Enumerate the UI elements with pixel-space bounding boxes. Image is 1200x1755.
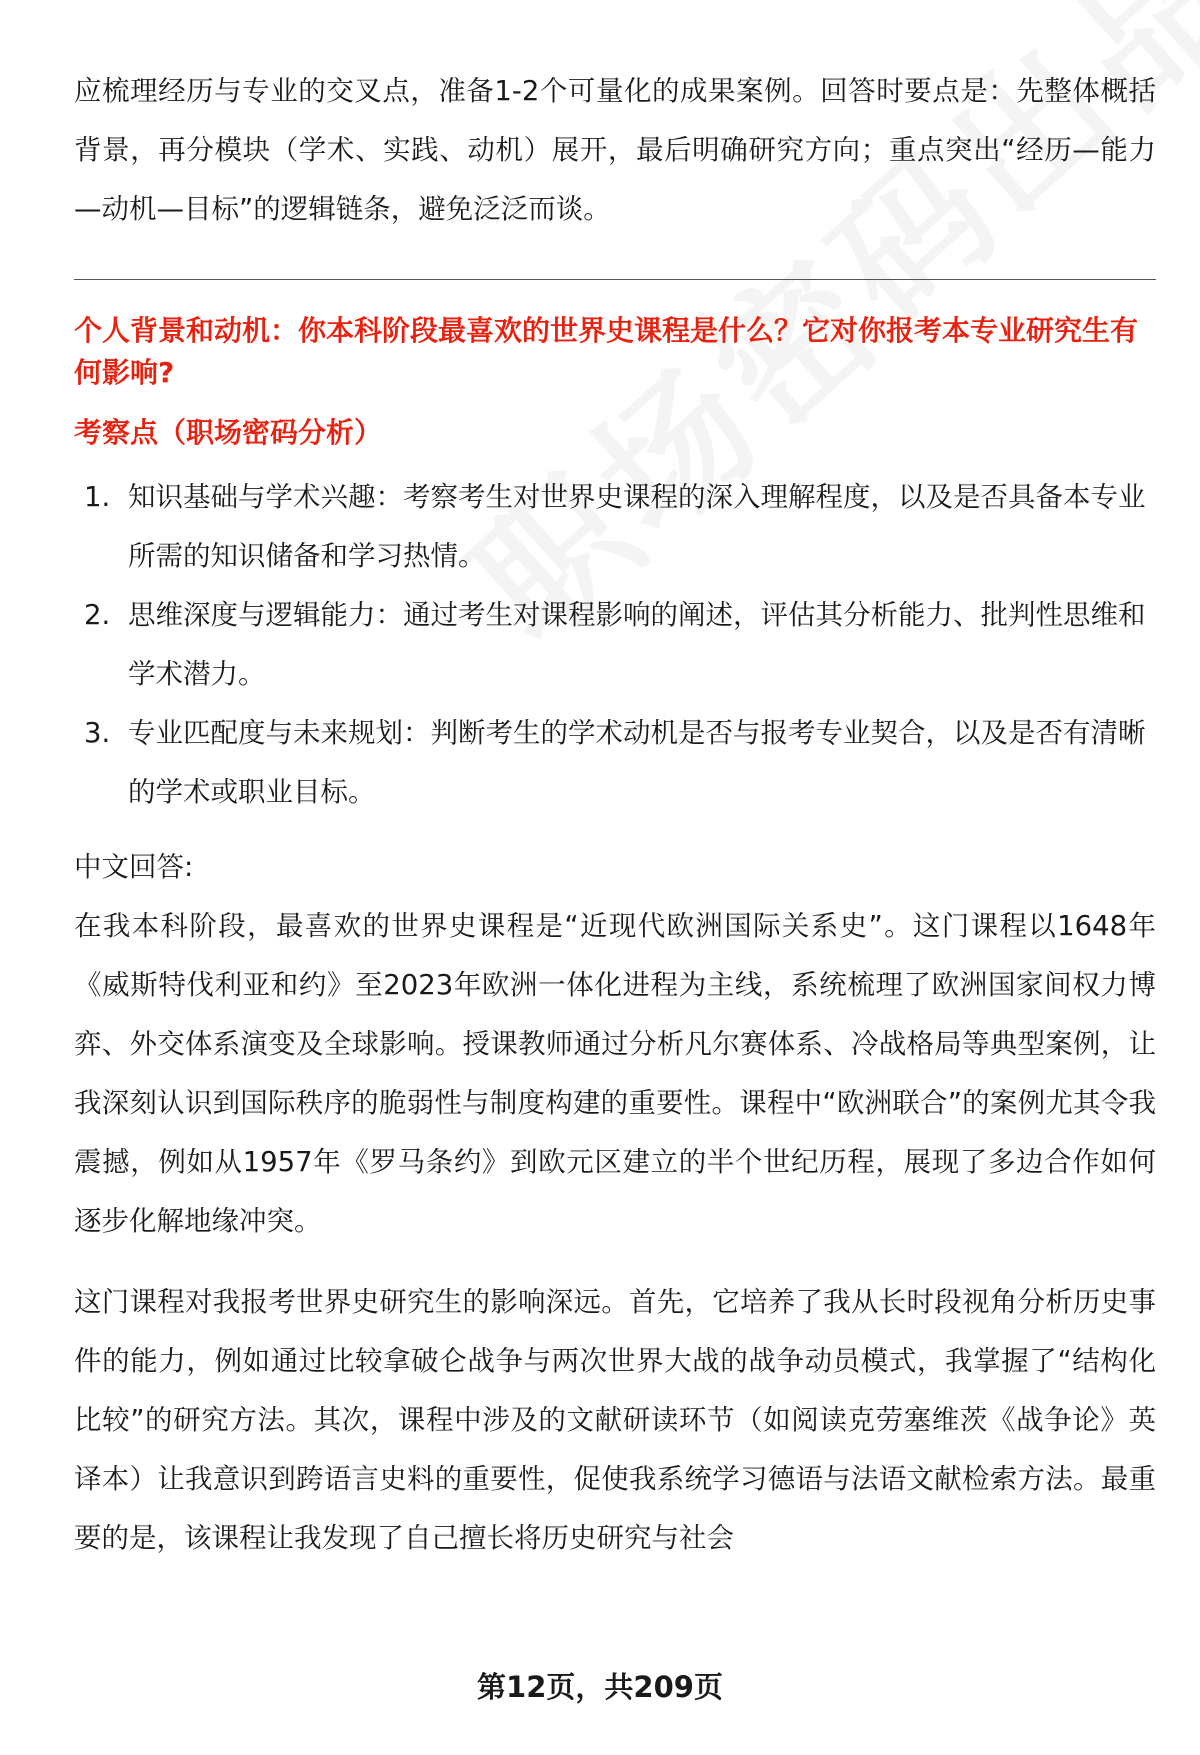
item-text: 思维深度与逻辑能力：通过考生对课程影响的阐述，评估其分析能力、批判性思维和学术潜力。 <box>128 599 1146 690</box>
assessment-heading: 考察点（职场密码分析） <box>74 416 383 449</box>
item-text: 知识基础与学术兴趣：考察考生对世界史课程的深入理解程度，以及是否具备本专业所需的知识储备和学习热情。 <box>128 481 1146 572</box>
answer-label: 中文回答: <box>74 851 194 883</box>
assessment-item <box>74 586 1156 704</box>
section-divider <box>74 279 1156 280</box>
answer-paragraph: 在我本科阶段，最喜欢的世界史课程是“近现代欧洲国际关系史”。这门课程以1648年《威斯特伐利亚和约》至2023年欧洲一体化进程为主线，系统梳理了欧洲国家间权力博弈、外交体系演变及全球影响。授课教师通过分析凡尔赛体系、冷战格局等典型案例，让我深刻认识到国际秩序的脆弱性与制度构建的重要性。课程中“欧洲联合”的案例尤其令我震撼，例如从1957年《罗马条约》到欧元区建立的半个世纪历程，展现了多边合作如何逐步化解地缘冲突。 <box>74 910 1156 1237</box>
item-number: 2. <box>84 599 111 631</box>
assessment-list <box>74 468 1156 822</box>
item-number: 1. <box>84 481 111 513</box>
assessment-item <box>74 704 1156 822</box>
item-number: 3. <box>84 717 111 749</box>
page-footer: 第12页，共209页 <box>477 1670 723 1704</box>
answer-paragraph: 这门课程对我报考世界史研究生的影响深远。首先，它培养了我从长时段视角分析历史事件的能力，例如通过比较拿破仑战争与两次世界大战的战争动员模式，我掌握了“结构化比较”的研究方法。其次，课程中涉及的文献研读环节（如阅读克劳塞维茨《战争论》英译本）让我意识到跨语言史料的重要性，促使我系统学习德语与法语文献检索方法。最重要的是，该课程让我发现了自己擅长将历史研究与社会 <box>74 1286 1156 1554</box>
document-page <box>74 62 1156 1568</box>
question-heading: 个人背景和动机：你本科阶段最喜欢的世界史课程是什么？它对你报考本专业研究生有何影响? <box>74 314 1139 389</box>
intro-paragraph: 应梳理经历与专业的交叉点，准备1-2个可量化的成果案例。回答时要点是：先整体概括背景，再分模块（学术、实践、动机）展开，最后明确研究方向；重点突出“经历—能力—动机—目标”的逻辑链条，避免泛泛而谈。 <box>74 75 1156 225</box>
assessment-item <box>74 468 1156 586</box>
item-text: 专业匹配度与未来规划：判断考生的学术动机是否与报考专业契合，以及是否有清晰的学术或职业目标。 <box>128 717 1146 808</box>
